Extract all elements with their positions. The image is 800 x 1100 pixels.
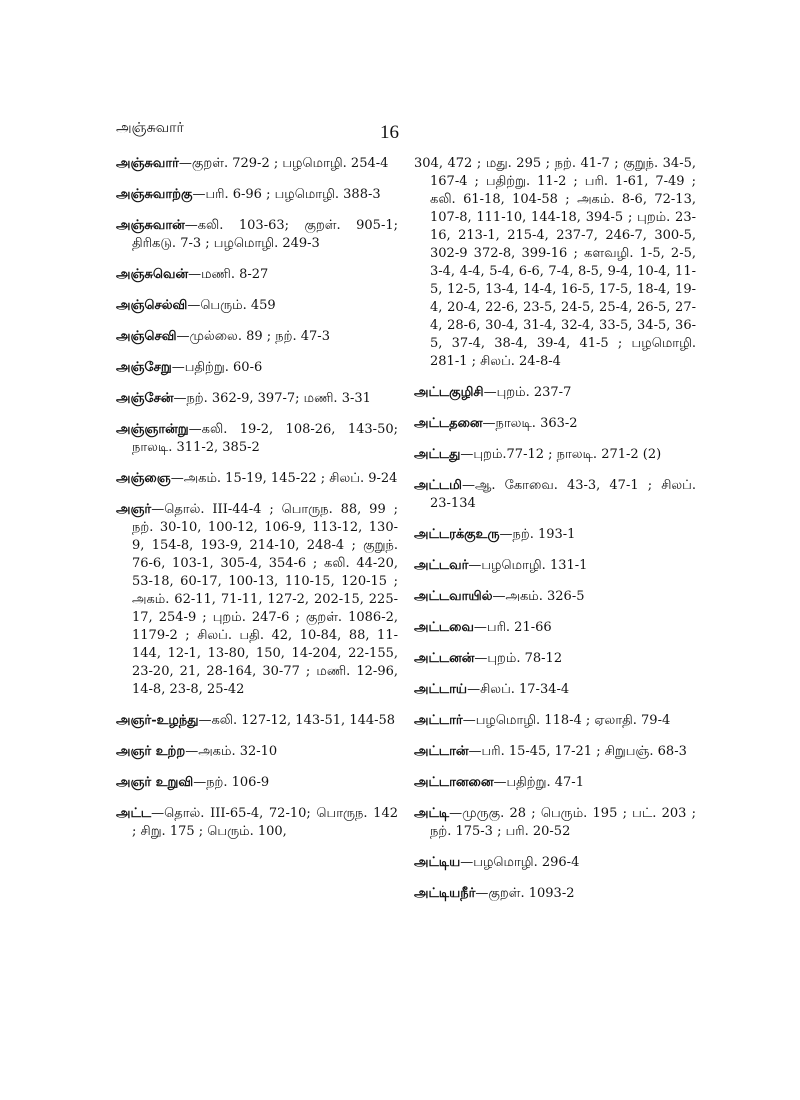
entry-headword: அட்டான் — [414, 744, 469, 759]
index-entry — [414, 588, 696, 606]
index-entry — [116, 743, 398, 761]
entry-headword: அட்டவர் — [414, 558, 469, 573]
index-entry — [414, 477, 696, 513]
entry-headword: அட்டாய் — [414, 682, 468, 697]
entry-references: —முருகு. 28 ; பெரும். 195 ; பட். 203 ; நற். 175-3 ; பரி. 20-52 — [430, 806, 696, 839]
entry-references: —மணி. 8-27 — [188, 267, 269, 282]
index-entry — [414, 526, 696, 544]
index-entry — [414, 774, 696, 792]
entry-headword: அட்டனன் — [414, 651, 475, 666]
entry-references: —குறள். 729-2 ; பழமொழி. 254-4 — [178, 156, 389, 171]
entry-headword: அட்டி — [414, 806, 450, 821]
entry-headword: அட்டது — [414, 447, 461, 462]
index-entry — [116, 712, 398, 730]
index-entry — [116, 359, 398, 377]
entry-headword: அட்டமி — [414, 478, 462, 493]
index-entry — [116, 155, 398, 173]
entry-headword: அஞ்சுவாற்கு — [116, 187, 193, 202]
index-entry — [414, 650, 696, 668]
entry-headword: அஞ்செவி — [116, 329, 177, 344]
entry-references: —பரி. 6-96 ; பழமொழி. 388-3 — [192, 187, 381, 202]
index-entry — [414, 557, 696, 575]
entry-references: —நாலடி. 363-2 — [482, 416, 578, 431]
entry-headword: அஞ்சுவென் — [116, 267, 189, 282]
index-entry — [414, 743, 696, 761]
entry-references: —புறம். 78-12 — [474, 651, 563, 666]
entry-references: —அகம். 15-19, 145-22 ; சிலப். 9-24 — [170, 471, 398, 486]
continued-entry-references: 304, 472 ; மது. 295 ; நற். 41-7 ; குறுந். 34-5, 167-4 ; பதிற்று. 11-2 ; பரி. 1-61, 7-49 ; கலி. 61-18, 104-58 ; அகம். 8-6, 72-13, 107-8, 111-10, 144-18, 394-5 ; புறம். 23-16, 213-1, 215-4, 237-7, 246-7, 300-5, 302-9 372-8, 399-16 ; களவழி. 1-5, 2-5, 3-4, 4-4, 5-4, 6-6, 7-4, 8-5, 9-4, 10-4, 11-5, 12-5, 13-4, 14-4, 16-5, 17-5, 18-4, 19-4, 20-4, 22-6, 23-5, 24-5, 25-4, 26-5, 27-4, 28-6, 30-4, 31-4, 32-4, 33-5, 34-5, 36-5, 37-4, 38-4, 39-4, 41-5 ; பழமொழி. 281-1 ; சிலப். 24-8-4 — [414, 156, 696, 369]
entry-headword: அஞ்சுவார் — [116, 156, 179, 171]
entry-references: —பதிற்று. 47-1 — [493, 775, 584, 790]
running-head: அஞ்சுவார் — [116, 120, 184, 136]
entry-headword: அஞ்செல்வி — [116, 298, 188, 313]
entry-headword: அஞ்ஞான்று — [116, 422, 189, 437]
index-entry — [116, 390, 398, 408]
entry-references: —புறம். 237-7 — [483, 385, 572, 400]
entry-references: —அகம். 32-10 — [185, 744, 278, 759]
entry-references: —அகம். 326-5 — [492, 589, 585, 604]
entry-headword: அஞர் உறுவி — [116, 775, 194, 790]
entry-headword: அட்டவாயில் — [414, 589, 493, 604]
entry-headword: அட்டரக்குஉரு — [414, 527, 500, 542]
entry-references: —பரி. 15-45, 17-21 ; சிறுபஞ். 68-3 — [468, 744, 687, 759]
entry-headword: அஞ்ஞை — [116, 471, 171, 486]
entry-references: —புறம்.77-12 ; நாலடி. 271-2 (2) — [460, 447, 662, 462]
entry-headword: அட்டியநீர் — [414, 886, 476, 901]
entry-headword: அட்டவை — [414, 620, 474, 635]
entry-references: —தொல். III-44-4 ; பொருந. 88, 99 ; நற். 30-10, 100-12, 106-9, 113-12, 130-9, 154-8, 193-9, 214-10, 248-4 ; குறுந். 76-6, 103-1, 305-4, 354-6 ; கலி. 44-20, 53-18, 60-17, 100-13, 110-15, 120-15 ; அகம். 62-11, 71-11, 127-2, 202-15, 225-17, 254-9 ; புறம். 247-6 ; குறள். 1086-2, 1179-2 ; சிலப். பதி. 42, 10-84, 88, 11-144, 12-1, 13-80, 150, 14-204, 22-155, 23-20, 21, 28-164, 30-77 ; மணி. 12-96, 14-8, 23-8, 25-42 — [132, 502, 398, 697]
entry-references: —சிலப். 17-34-4 — [467, 682, 570, 697]
entry-references: —பரி. 21-66 — [473, 620, 552, 635]
index-entry — [414, 681, 696, 699]
index-entry — [116, 501, 398, 699]
entry-headword: அஞ்சுவான் — [116, 218, 185, 233]
entry-headword: அட்ட — [116, 806, 152, 821]
index-entry — [116, 328, 398, 346]
index-entry — [116, 805, 398, 841]
entry-references: —குறள். 1093-2 — [475, 886, 575, 901]
entry-headword: அஞர் உற்ற — [116, 744, 186, 759]
entry-references: —நற். 106-9 — [193, 775, 270, 790]
index-entry — [414, 805, 696, 841]
index-entry — [414, 619, 696, 637]
entry-references: —முல்லை. 89 ; நற். 47-3 — [176, 329, 330, 344]
entry-references: —கலி. 103-63; குறள். 905-1; திரிகடு. 7-3 ; பழமொழி. 249-3 — [132, 218, 398, 251]
entry-references: —நற். 362-9, 397-7; மணி. 3-31 — [173, 391, 371, 406]
entry-references: —பழமொழி. 118-4 ; ஏலாதி. 79-4 — [462, 713, 671, 728]
entry-references: —பழமொழி. 296-4 — [460, 855, 580, 870]
entry-headword: அஞர் — [116, 502, 152, 517]
index-entry — [414, 854, 696, 872]
entry-references: —பதிற்று. 60-6 — [171, 360, 263, 375]
index-entry — [116, 186, 398, 204]
index-entry — [116, 774, 398, 792]
entry-references: —கலி. 19-2, 108-26, 143-50; நாலடி. 311-2, 385-2 — [132, 422, 398, 455]
index-entry — [116, 421, 398, 457]
index-entry — [414, 446, 696, 464]
entry-references: —ஆ. கோவை. 43-3, 47-1 ; சிலப். 23-134 — [430, 478, 696, 511]
entry-references: —கலி. 127-12, 143-51, 144-58 — [198, 713, 396, 728]
entry-references: —பழமொழி. 131-1 — [468, 558, 588, 573]
left-column — [116, 155, 398, 854]
page-number: 16 — [380, 122, 399, 143]
entry-headword: அட்டார் — [414, 713, 463, 728]
index-entry — [414, 415, 696, 433]
entry-headword: அட்டகுழிசி — [414, 385, 484, 400]
entry-headword: அஞ்சேறு — [116, 360, 172, 375]
index-entry — [116, 470, 398, 488]
entry-headword: அஞ்சேன் — [116, 391, 174, 406]
entry-references: —தொல். III-65-4, 72-10; பொருந. 142 ; சிறு. 175 ; பெரும். 100, — [132, 806, 398, 839]
entry-headword: அட்டானனை — [414, 775, 494, 790]
index-entry — [116, 297, 398, 315]
entry-references: —நற். 193-1 — [499, 527, 576, 542]
right-column — [414, 155, 696, 916]
entry-headword: அட்டிய — [414, 855, 461, 870]
entry-headword: அஞர்-உழந்து — [116, 713, 199, 728]
index-entry — [116, 217, 398, 253]
index-entry — [414, 885, 696, 903]
index-entry — [414, 712, 696, 730]
entry-headword: அட்டதனை — [414, 416, 483, 431]
index-entry — [414, 384, 696, 402]
entry-references: —பெரும். 459 — [187, 298, 276, 313]
index-entry — [116, 266, 398, 284]
